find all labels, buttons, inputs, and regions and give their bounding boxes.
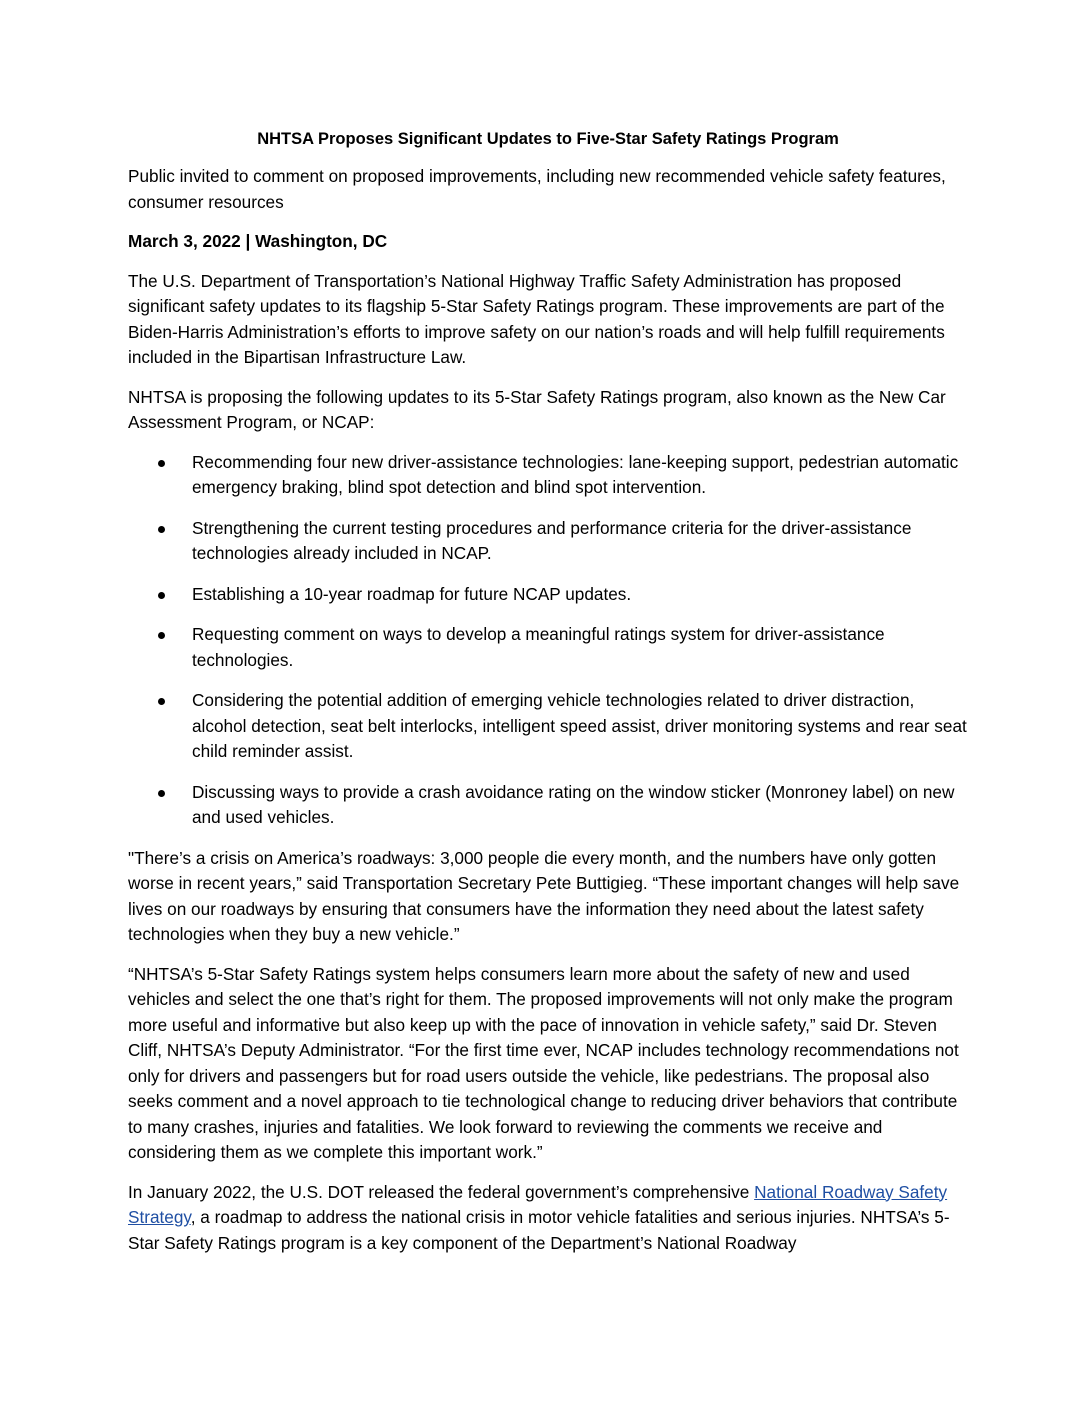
paragraph-administrator-quote: “NHTSA’s 5-Star Safety Ratings system helps consumers learn more about the safety of new and used vehicles and select the one that’s right for them. The proposed improvements will not only make the program more useful and informative but also keep up with the pace of innovation in vehicle safety,” said Dr. Steven Cliff, NHTSA’s Deputy Administrator. “For the first time ever, NCAP includes technology recommendations not only for drivers and passengers but for road users outside the vehicle, like pedestrians. The proposal also seeks comment and a novel approach to tie technological change to reducing driver behaviors that contribute to many crashes, injuries and fatalities. We look forward to reviewing the comments we receive and considering them as we complete this important work.” <box>128 963 959 1162</box>
dateline: March 3, 2022 | Washington, DC <box>128 231 388 251</box>
bullet-icon <box>158 790 165 797</box>
list-item-text: Recommending four new driver-assistance technologies: lane-keeping support, pedestrian automatic emergency braking, blind spot detection and blind spot intervention. <box>192 451 959 497</box>
list-item <box>128 622 968 673</box>
paragraph-proposals-intro: NHTSA is proposing the following updates to its 5-Star Safety Ratings program, also known as the New Car Assessment Program, or NCAP: <box>128 386 946 432</box>
list-item <box>128 688 968 765</box>
paragraph-strategy-tail: , a roadmap to address the national crisis in motor vehicle fatalities and serious injuries. NHTSA’s 5-Star Safety Ratings program is a key component of the Department’s National Roadway <box>128 1207 950 1253</box>
paragraph-intro: The U.S. Department of Transportation’s National Highway Traffic Safety Administration has proposed significant safety updates to its flagship 5-Star Safety Ratings program. These improvements are part of the Biden-Harris Administration’s efforts to improve safety on our nation’s roads and will help fulfill requirements included in the Bipartisan Infrastructure Law. <box>128 270 945 367</box>
list-item <box>128 450 968 501</box>
list-item-text: Discussing ways to provide a crash avoidance rating on the window sticker (Monroney label) on new and used vehicles. <box>192 781 955 827</box>
proposal-list <box>128 450 968 831</box>
list-item-text: Strengthening the current testing procedures and performance criteria for the driver-assistance technologies already included in NCAP. <box>192 517 912 563</box>
subtitle: Public invited to comment on proposed improvements, including new recommended vehicle safety features, consumer resources <box>128 166 946 212</box>
list-item <box>128 516 968 567</box>
list-item-text: Considering the potential addition of emerging vehicle technologies related to driver distraction, alcohol detection, seat belt interlocks, intelligent speed assist, driver monitoring systems and rear seat child reminder assist. <box>192 690 967 761</box>
paragraph-secretary-quote: "There’s a crisis on America’s roadways: 3,000 people die every month, and the numbers have only gotten worse in recent years,” said Transportation Secretary Pete Buttigieg. “These important changes will help save lives on our roadways by ensuring that consumers have the information they need about the latest safety technologies when they buy a new vehicle.” <box>128 847 960 944</box>
bullet-icon <box>158 526 165 533</box>
list-item <box>128 582 968 608</box>
bullet-icon <box>158 460 165 467</box>
page-title: NHTSA Proposes Significant Updates to Five-Star Safety Ratings Program <box>257 130 839 148</box>
bullet-icon <box>158 592 165 599</box>
bullet-icon <box>158 632 165 639</box>
bullet-icon <box>158 698 165 705</box>
paragraph-strategy-lead: In January 2022, the U.S. DOT released the federal government’s comprehensive <box>128 1181 755 1202</box>
document-body <box>128 128 968 1270</box>
paragraph-strategy <box>128 1180 968 1257</box>
list-item <box>128 780 968 831</box>
national-roadway-safety-strategy-link[interactable]: National Roadway Safety Strategy <box>128 1181 948 1227</box>
list-item-text: Requesting comment on ways to develop a meaningful ratings system for driver-assistance technologies. <box>192 624 885 670</box>
list-item-text: Establishing a 10-year roadmap for future NCAP updates. <box>192 583 632 604</box>
